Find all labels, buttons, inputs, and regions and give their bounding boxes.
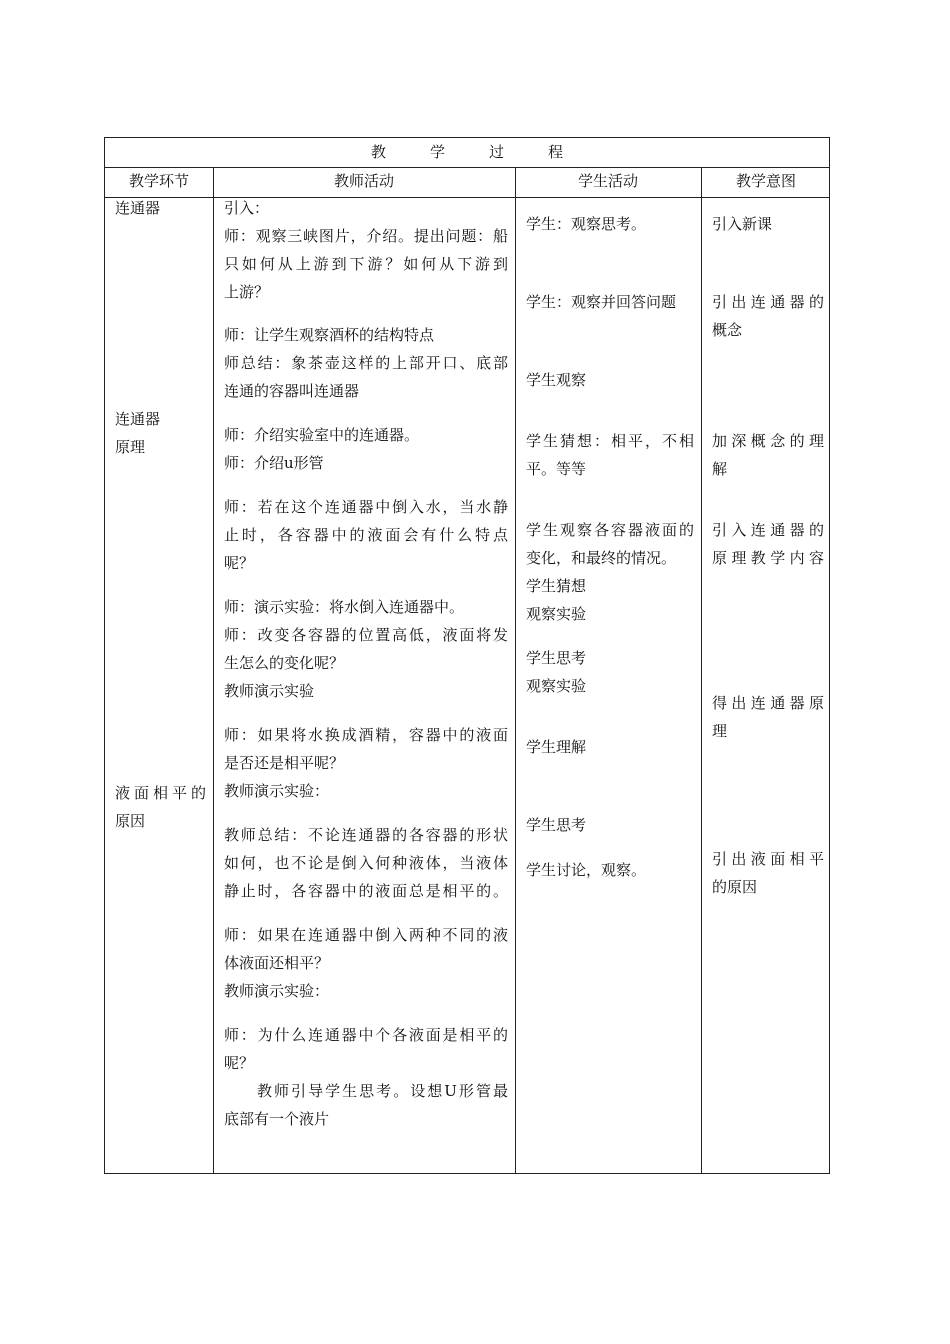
teacher-line: 只如何从上游到下游？如何从下游到 — [224, 255, 508, 273]
teacher-line: 师：改变各容器的位置高低，液面将发 — [224, 626, 508, 644]
teacher-line: 止时，各容器中的液面会有什么特点 — [224, 526, 508, 544]
student-line: 学生观察各容器液面的 — [526, 521, 694, 539]
intent-line: 引入新课 — [712, 215, 773, 233]
intent-line: 得出连通器原 — [712, 694, 824, 712]
intent-line: 解 — [712, 460, 728, 478]
student-line: 学生：观察并回答问题 — [526, 293, 677, 311]
student-line: 学生理解 — [526, 738, 587, 756]
teacher-line: 教师总结：不论连通器的各容器的形状 — [224, 826, 508, 844]
student-line: 学生猜想：相平，不相 — [526, 432, 694, 450]
teacher-line: 师：如果在连通器中倒入两种不同的液 — [224, 926, 508, 944]
teacher-line: 生怎么的变化呢？ — [224, 654, 345, 672]
teacher-line: 师：演示实验：将水倒入连通器中。 — [224, 598, 465, 616]
student-line: 学生思考 — [526, 816, 587, 834]
title-char: 教 — [370, 143, 386, 161]
teacher-line: 连通的容器叫连通器 — [224, 382, 360, 400]
teacher-line: 呢？ — [224, 1054, 255, 1072]
header-stage: 教学环节 — [128, 172, 189, 190]
title-char: 程 — [548, 143, 564, 161]
teacher-line: 教师演示实验： — [224, 982, 330, 1000]
teacher-line: 如何，也不论是倒入何种液体，当液体 — [224, 854, 508, 872]
intent-line: 的原因 — [712, 878, 758, 896]
stage-label: 原理 — [115, 438, 146, 456]
student-line: 学生观察 — [526, 371, 587, 389]
stage-label: 连通器 — [115, 410, 161, 428]
teacher-line: 教师演示实验 — [224, 682, 315, 700]
stage-label: 连通器 — [115, 199, 161, 217]
student-line: 学生思考 — [526, 649, 587, 667]
header-student: 学生活动 — [577, 172, 638, 190]
teacher-line: 教师引导学生思考。设想U形管最 — [257, 1082, 508, 1100]
intent-line: 加深概念的理 — [712, 432, 824, 450]
teacher-line: 体液面还相平？ — [224, 954, 330, 972]
student-line: 学生讨论，观察。 — [526, 861, 647, 879]
header-teacher: 教师活动 — [333, 172, 394, 190]
stage-label: 原因 — [115, 812, 146, 830]
student-line: 观察实验 — [526, 605, 587, 623]
teacher-line: 底部有一个液片 — [224, 1110, 330, 1128]
student-line: 学生猜想 — [526, 577, 587, 595]
student-line: 学生：观察思考。 — [526, 215, 647, 233]
intent-line: 原理教学内容 — [712, 549, 824, 567]
intent-line: 引出液面相平 — [712, 850, 824, 868]
teacher-line: 师：介绍u形管 — [224, 454, 324, 472]
intent-line: 引出连通器的 — [712, 293, 824, 311]
teacher-line: 引入： — [224, 199, 270, 217]
column-divider — [701, 167, 702, 1173]
intent-line: 概念 — [712, 321, 743, 339]
student-line: 平。等等 — [526, 460, 587, 478]
teacher-line: 师总结：象茶壶这样的上部开口、底部 — [224, 354, 508, 372]
teacher-line: 师：为什么连通器中个各液面是相平的 — [224, 1026, 508, 1044]
column-divider — [515, 167, 516, 1173]
intent-line: 引入连通器的 — [712, 521, 824, 539]
student-line: 观察实验 — [526, 677, 587, 695]
intent-line: 理 — [712, 722, 728, 740]
title-char: 过 — [489, 143, 505, 161]
stage-label: 液面相平的 — [115, 784, 206, 802]
teacher-line: 静止时，各容器中的液面总是相平的。 — [224, 882, 508, 900]
teacher-line: 是否还是相平呢？ — [224, 754, 345, 772]
teacher-line: 师：让学生观察酒杯的结构特点 — [224, 326, 435, 344]
teacher-line: 上游？ — [224, 283, 270, 301]
student-line: 变化，和最终的情况。 — [526, 549, 677, 567]
teacher-line: 师：若在这个连通器中倒入水，当水静 — [224, 498, 508, 516]
title-char: 学 — [429, 143, 445, 161]
teacher-line: 教师演示实验： — [224, 782, 330, 800]
table-title — [105, 138, 829, 167]
header-intent: 教学意图 — [735, 172, 796, 190]
column-divider — [213, 167, 214, 1173]
teacher-line: 呢？ — [224, 554, 255, 572]
teacher-line: 师：介绍实验室中的连通器。 — [224, 426, 420, 444]
lesson-table — [104, 137, 830, 1174]
teacher-line: 师：观察三峡图片，介绍。提出问题：船 — [224, 227, 508, 245]
teacher-line: 师：如果将水换成酒精，容器中的液面 — [224, 726, 508, 744]
